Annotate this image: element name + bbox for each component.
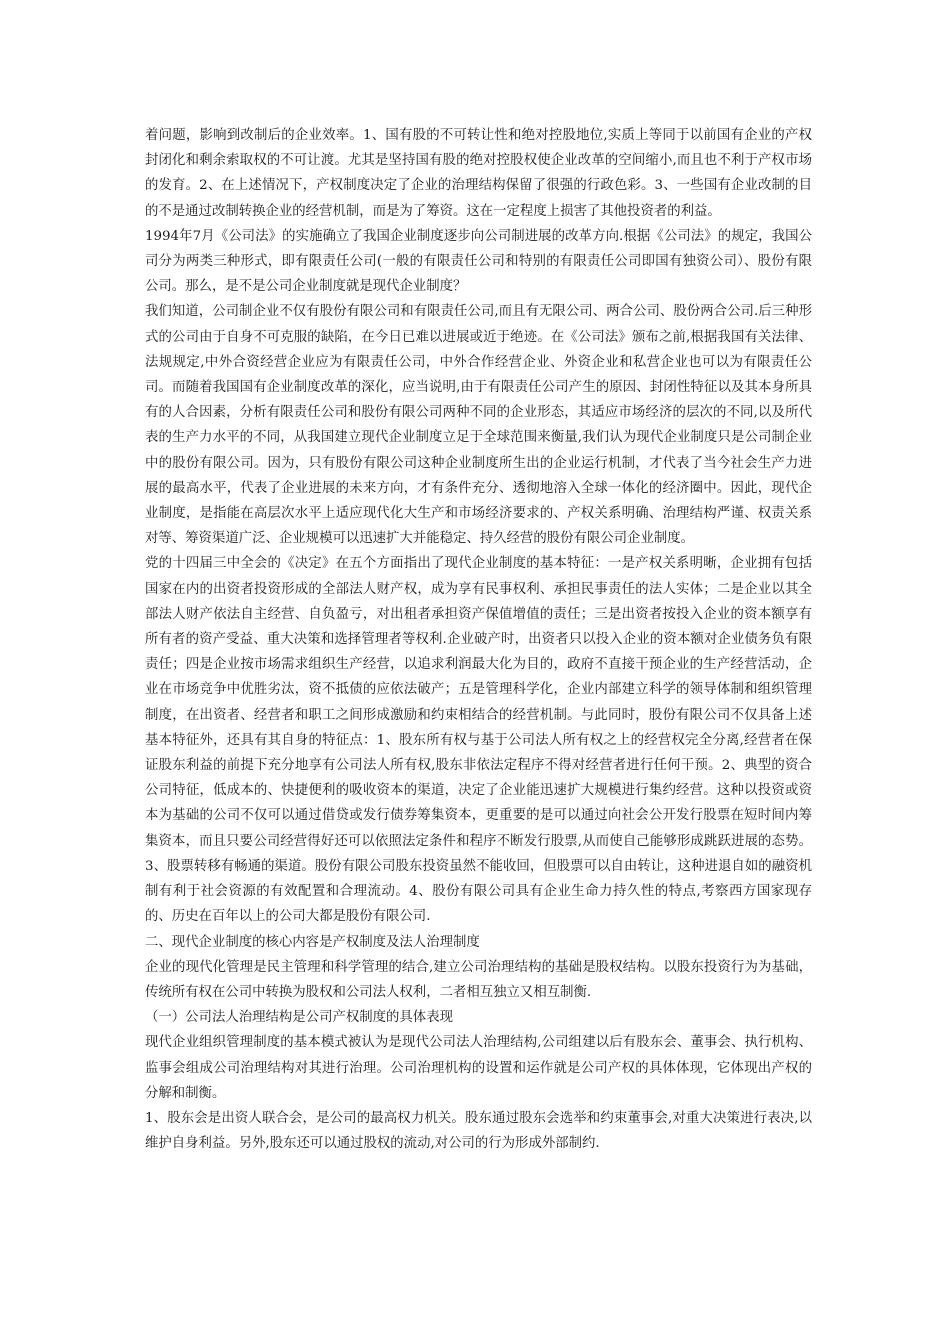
paragraph-modern-management: 企业的现代化管理是民主管理和科学管理的结合,建立公司治理结构的基础是股权结构。以股东投资行为为基础，传统所有权在公司中转换为股权和公司法人权利，二者相互独立又相互制衡. bbox=[145, 959, 812, 1000]
paragraph-company-law: 1994年7月《公司法》的实施确立了我国企业制度逐步向公司制进展的改革方向.根据《公司法》的规定，我国公司分为两类三种形式，即有限责任公司(一般的有限责任公司和特别的有限责任公司即国有独资公司）、股份有限公司。那么，是不是公司企业制度就是现代企业制度？ bbox=[145, 228, 812, 295]
paragraph-shareholders-meeting: 1、股东会是出资人联合会，是公司的最高权力机关。股东通过股东会选举和约束董事会,对重大决策进行表决,以维护自身利益。另外,股东还可以通过股权的流动,对公司的行为形成外部制约. bbox=[145, 1110, 812, 1152]
paragraph-problems: 着问题，影响到改制后的企业效率。1、国有股的不可转让性和绝对控股地位,实质上等同于以前国有企业的产权封闭化和剩余索取权的不可让渡。尤其是坚持国有股的绝对控股权使企业改革的空间缩小,而且也不利于产权市场的发育。2、在上述情况下，产权制度决定了企业的治理结构保留了很强的行政色彩。3、一些国有企业改制的目的不是通过改制转换企业的经营机制，而是为了筹资。这在一定程度上损害了其他投资者的利益。 bbox=[145, 128, 812, 219]
subsection-heading-1: （一）公司法人治理结构是公司产权制度的具体表现 bbox=[145, 1010, 453, 1026]
paragraph-governance-model: 现代企业组织管理制度的基本模式被认为是现代公司法人治理结构,公司组建以后有股东会、董事会、执行机构、监事会组成公司治理结构对其进行治理。公司治理机构的设置和运作就是公司产权的具体体现，它体现出产权的分解和制衡。 bbox=[145, 1035, 812, 1101]
paragraph-company-forms: 我们知道，公司制企业不仅有股份有限公司和有限责任公司,而且有无限公司、两合公司、股份两合公司.后三种形式的公司由于自身不可克服的缺陷，在今日已难以进展或近于绝迹。在《公司法》颁布之前,根据我国有关法律、法规规定,中外合资经营企业应为有限责任公司，中外合作经营企业、外资企业和私营企业也可以为有限责任公司。而随着我国国有企业制度改革的深化，应当说明,由于有限责任公司产生的原因、封闭性特征以及其本身所具有的人合因素，分析有限责任公司和股份有限公司两种不同的企业形态，其适应市场经济的层次的不同,以及所代表的生产力水平的不同，从我国建立现代企业制度立足于全球范围来衡量,我们认为现代企业制度只是公司制企业中的股份有限公司。因为，只有股份有限公司这种企业制度所生出的企业运行机制，才代表了当今社会生产力进展的最高水平，代表了企业进展的未来方向，才有条件充分、透彻地溶入全球一体化的经济圈中。因此，现代企业制度，是指能在高层次水平上适应现代化大生产和市场经济要求的、产权关系明确、治理结构严谨、权责关系对等、筹资渠道广泛、企业规模可以迅速扩大并能稳定、持久经营的股份有限公司企业制度。 bbox=[145, 304, 812, 547]
paragraph-basic-features: 党的十四届三中全会的《决定》在五个方面指出了现代企业制度的基本特征：一是产权关系明晰，企业拥有包括国家在内的出资者投资形成的全部法人财产权，成为享有民事权利、承担民事责任的法人实体；二是企业以其全部法人财产依法自主经营、自负盈亏，对出租者承担资产保值增值的责任；三是出资者按投入企业的资本额享有所有者的资产受益、重大决策和选择管理者等权利.企业破产时，出资者只以投入企业的资本额对企业债务负有限责任；四是企业按市场需求组织生产经营，以追求利润最大化为目的，政府不直接干预企业的生产经营活动，企业在市场竞争中优胜劣汰，资不抵债的应依法破产；五是管理科学化，企业内部建立科学的领导体制和组织管理制度，在出资者、经营者和职工之间形成激励和约束相结合的经营机制。与此同时，股份有限公司不仅具备上述基本特征外，还具有其自身的特征点：1、股东所有权与基于公司法人所有权之上的经营权完全分离,经营者在保证股东利益的前提下充分地享有公司法人所有权,股东非依法定程序不得对经营者进行任何干预。2、典型的资合公司特征，低成本的、快捷便利的吸收资本的渠道，决定了企业能迅速扩大规模进行集约经营。这种以投资或资本为基础的公司不仅可以通过借贷或发行债券筹集资本，更重要的是可以通过向社会公开发行股票在短时间内筹集资本，而且只要公司经营得好还可以依照法定条件和程序不断发行股票,从而使自己能够形成跳跃进展的态势。3、股票转移有畅通的渠道。股份有限公司股东投资虽然不能收回，但股票可以自由转让，这种进退自如的融资机制有利于社会资源的有效配置和合理流动。4、股份有限公司具有企业生命力持久性的特点,考察西方国家现存的、历史在百年以上的公司大都是股份有限公司. bbox=[145, 556, 812, 925]
document-body bbox=[145, 123, 812, 1156]
section-heading-2: 二、现代企业制度的核心内容是产权制度及法人治理制度 bbox=[145, 934, 480, 950]
